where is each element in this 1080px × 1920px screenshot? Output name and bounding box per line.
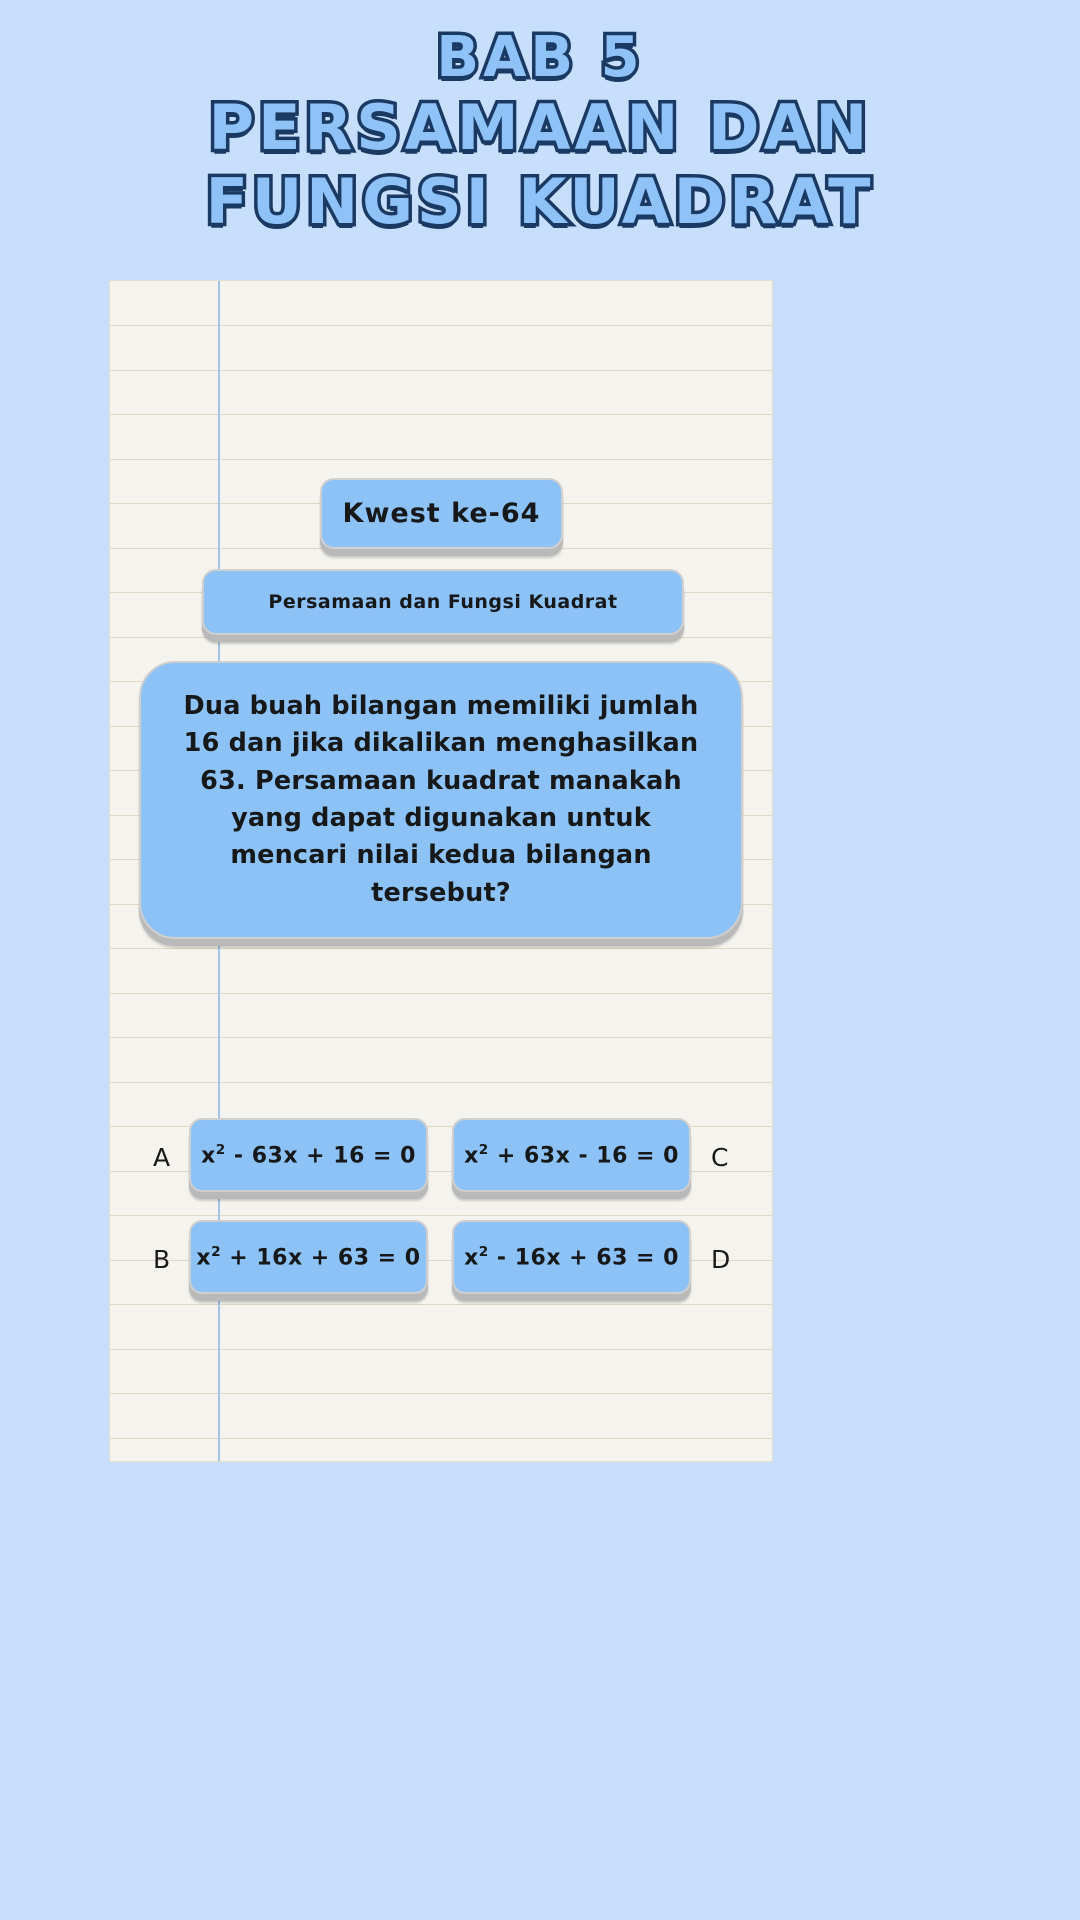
option-letter-b: B [153,1245,171,1274]
paper-rule-line [110,459,772,460]
option-letter-a: A [153,1143,171,1172]
chapter-title-line-1: BAB 5 [436,25,644,90]
option-a-text: $x^2 - 63x + 16 = 0$ [201,1141,416,1169]
option-d-text: $x^2 - 16x + 63 = 0$ [464,1243,679,1271]
paper-rule-line [110,1438,772,1439]
paper-rule-line [110,325,772,326]
topic-label: Persamaan dan Fungsi Kuadrat [268,591,618,613]
quest-number-label: Kwest ke-64 [342,498,541,529]
topic-card [202,569,684,635]
paper-rule-line [110,1393,772,1394]
option-letter-d: D [711,1245,731,1274]
paper-rule-line [110,948,772,949]
paper-rule-line [110,1215,772,1216]
option-c-text: $x^2 + 63x - 16 = 0$ [464,1141,679,1169]
chapter-title-line-3: FUNGSI KUADRAT [205,165,875,239]
paper-rule-line [110,1349,772,1350]
chapter-title [0,25,1080,239]
paper-rule-line [110,637,772,638]
question-text: Dua buah bilangan memiliki jumlah 16 dan jika dikalikan menghasilkan 63. Persamaan kuadrat manakah yang dapat digunakan untuk mencari nilai kedua bilangan tersebut? [183,690,699,908]
paper-rule-line [110,1304,772,1305]
question-card [139,661,743,939]
chapter-title-line-2: PERSAMAAN DAN [208,91,872,165]
option-button-a[interactable] [189,1118,428,1192]
option-button-b[interactable] [189,1220,428,1294]
paper-rule-line [110,993,772,994]
paper-rule-line [110,1082,772,1083]
paper-rule-line [110,414,772,415]
option-letter-c: C [711,1143,729,1172]
paper-rule-line [110,1037,772,1038]
option-button-d[interactable] [452,1220,691,1294]
option-button-c[interactable] [452,1118,691,1192]
quest-number-card [320,478,563,549]
option-b-text: $x^2 + 16x + 63 = 0$ [196,1243,421,1271]
paper-rule-line [110,370,772,371]
